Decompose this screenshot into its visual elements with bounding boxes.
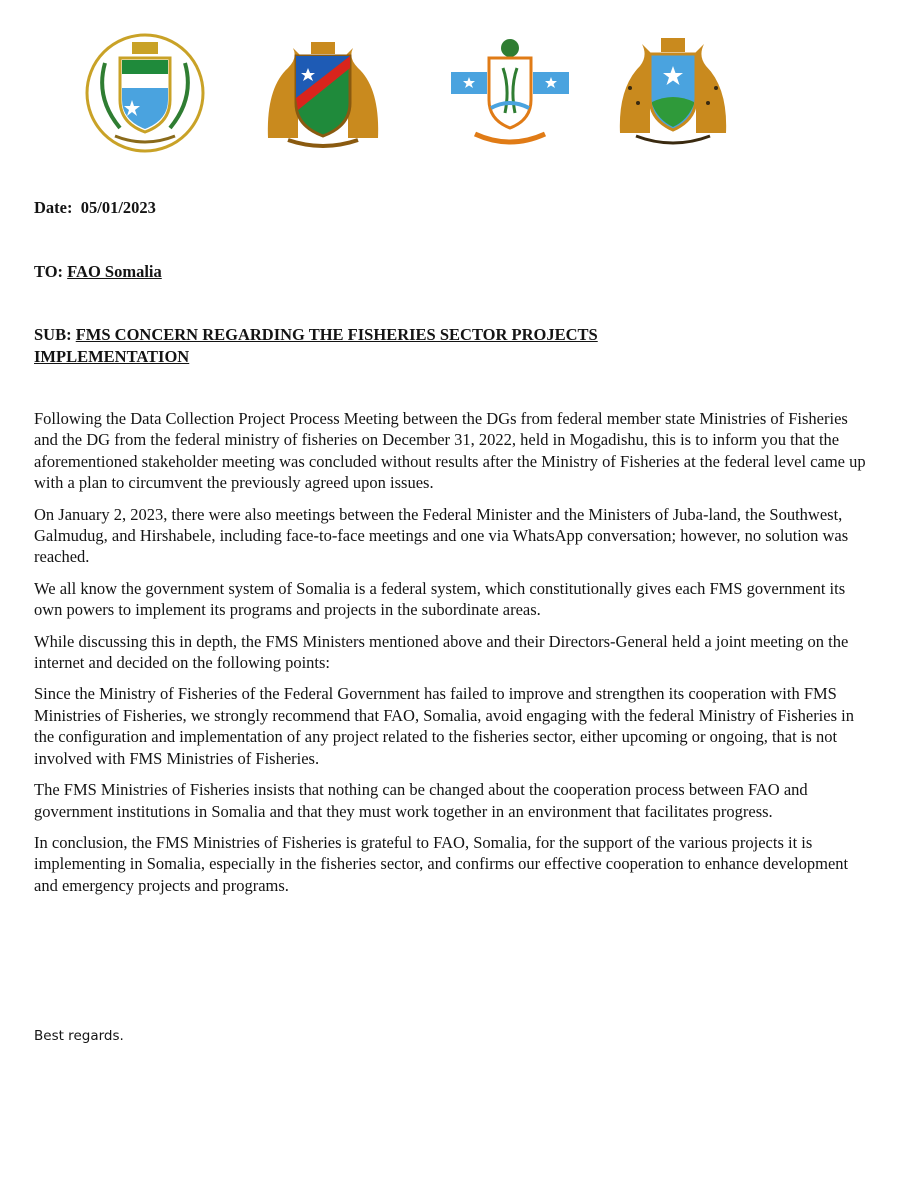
letterhead-emblems bbox=[0, 28, 900, 158]
date-value: 05/01/2023 bbox=[80, 198, 156, 217]
subject-label: SUB: bbox=[34, 325, 72, 344]
date-label: Date: bbox=[34, 198, 73, 217]
paragraph: On January 2, 2023, there were also meetings between the Federal Minister and the Ministers of Juba-land, the Southwest, Galmudug, and Hirshabele, including face-to-face meetings and one via WhatsApp conversation; however, no solution was reached. bbox=[34, 504, 849, 567]
date-line bbox=[34, 198, 156, 218]
subject-text: FMS CONCERN REGARDING THE FISHERIES SECTOR PROJECTS IMPLEMENTATION bbox=[34, 325, 598, 366]
paragraph: Since the Ministry of Fisheries of the Federal Government has failed to improve and strengthen its cooperation with FMS Ministries of Fisheries, we strongly recommend that FAO, Somalia, avoid engaging with the federal Ministry of Fisheries in the configuration and implementation of any project related to the fisheries sector, either upcoming or ongoing, that is not involved with FMS Ministries of Fisheries. bbox=[34, 684, 854, 768]
southwest-coat-of-arms bbox=[258, 28, 388, 158]
recipient-name: FAO Somalia bbox=[67, 262, 162, 281]
closing-salutation: Best regards. bbox=[34, 1028, 124, 1044]
paragraph: While discussing this in depth, the FMS Ministers mentioned above and their Directors-General held a joint meeting on the internet and decided on the following points: bbox=[34, 631, 849, 673]
paragraph: In conclusion, the FMS Ministries of Fisheries is grateful to FAO, Somalia, for the support of the various projects it is implementing in Somalia, especially in the fisheries sector, and confirms our effective cooperation to enhance development and emergency projects and programs. bbox=[34, 832, 849, 895]
letter-body bbox=[34, 408, 869, 906]
paragraph: We all know the government system of Somalia is a federal system, which constitutionally gives each FMS government its own powers to implement its programs and projects in the subordinate areas. bbox=[34, 578, 846, 620]
galmudug-coat-of-arms bbox=[608, 28, 738, 158]
jubaland-coat-of-arms bbox=[80, 28, 210, 158]
recipient-line bbox=[34, 262, 162, 282]
paragraph: The FMS Ministries of Fisheries insists that nothing can be changed about the cooperation process between FAO and government institutions in Somalia and that they must work together in an environment that facilitates progress. bbox=[34, 780, 808, 821]
paragraph: Following the Data Collection Project Process Meeting between the DGs from federal member state Ministries of Fisheries and the DG from the federal ministry of fisheries on December 31, 2022, held in Mogadishu, this is to inform you that the aforementioned stakeholder meeting was concluded without results after the Ministry of Fisheries at the federal level came up with a plan to circumvent the previously agreed upon issues. bbox=[34, 409, 866, 493]
to-label: TO: bbox=[34, 262, 64, 281]
hirshabele-coat-of-arms bbox=[445, 28, 575, 158]
subject-line bbox=[34, 324, 734, 368]
